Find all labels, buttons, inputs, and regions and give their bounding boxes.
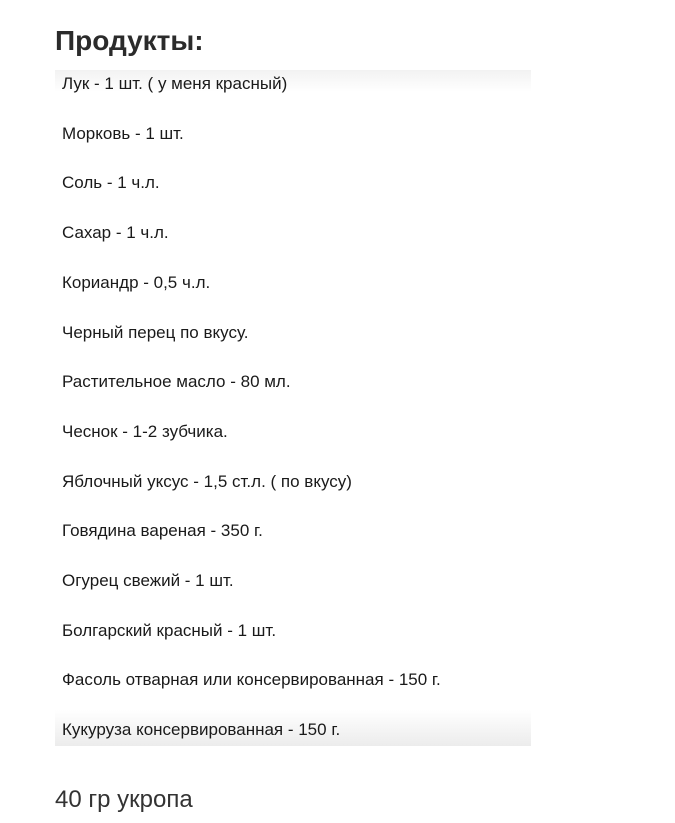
ingredient-item: Соль - 1 ч.л.	[62, 173, 160, 193]
ingredient-item: Яблочный уксус - 1,5 ст.л. ( по вкусу)	[62, 471, 352, 491]
ingredient-item: Морковь - 1 шт.	[62, 123, 184, 143]
ingredient-item: Болгарский красный - 1 шт.	[62, 620, 277, 640]
ingredient-item: Говядина вареная - 350 г.	[62, 521, 263, 541]
ingredient-item: Фасоль отварная или консервированная - 150 г.	[62, 670, 441, 690]
footer-note: 40 гр укропа	[55, 786, 193, 813]
ingredient-item: Лук - 1 шт. ( у меня красный)	[62, 74, 288, 93]
ingredient-item: Чеснок - 1-2 зубчика.	[62, 421, 228, 441]
ingredients-box	[55, 70, 531, 746]
ingredient-item: Сахар - 1 ч.л.	[62, 223, 169, 243]
ingredient-item: Кориандр - 0,5 ч.л.	[62, 272, 211, 292]
ingredient-item: Огурец свежий - 1 шт.	[62, 571, 234, 590]
ingredient-item: Кукуруза консервированная - 150 г.	[62, 720, 341, 740]
ingredient-item: Черный перец по вкусу.	[62, 322, 249, 342]
ingredients-heading: Продукты:	[55, 25, 204, 56]
ingredient-item: Растительное масло - 80 мл.	[62, 372, 291, 392]
